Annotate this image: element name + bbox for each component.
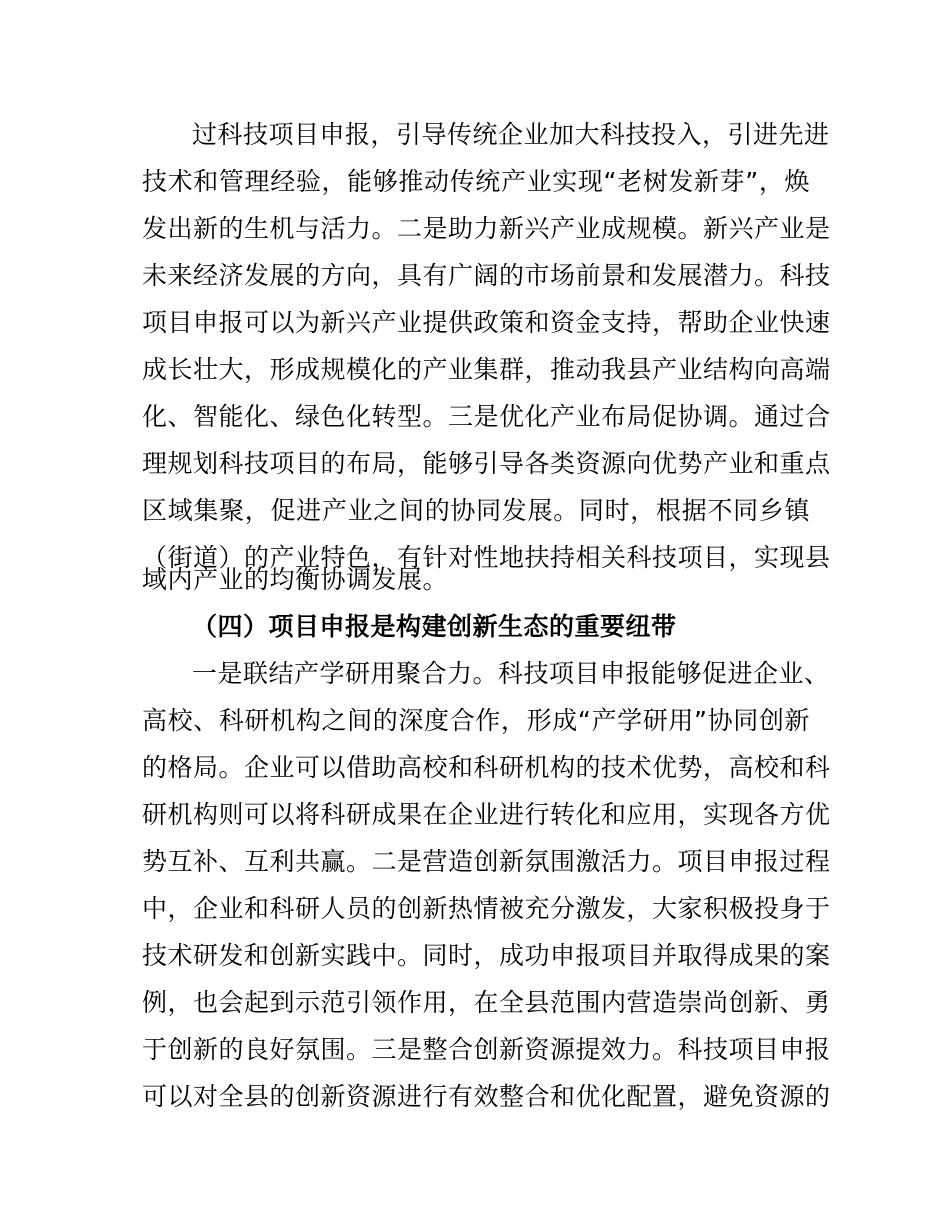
paragraph-line: 势互补、互利共赢。二是营造创新氛围激活力。项目申报过程 [142, 847, 831, 876]
paragraph-line: 高校、科研机构之间的深度合作，形成“产学研用”协同创新 [142, 706, 810, 735]
paragraph-line: 化、智能化、绿色化转型。三是优化产业布局促协调。通过合 [142, 402, 831, 431]
paragraph-line: 域内产业的均衡协调发展。 [142, 565, 449, 594]
paragraph-line: 可以对全县的创新资源进行有效整合和优化配置，避免资源的 [142, 1082, 831, 1111]
paragraph-line: 于创新的良好氛围。三是整合创新资源提效力。科技项目申报 [142, 1035, 831, 1064]
paragraph-line: 一是联结产学研用聚合力。科技项目申报能够促进企业、 [192, 659, 830, 688]
paragraph-line: 中，企业和科研人员的创新热情被充分激发，大家积极投身于 [142, 894, 831, 923]
paragraph-line: 技术研发和创新实践中。同时，成功申报项目并取得成果的案 [142, 941, 831, 970]
paragraph-line: 过科技项目申报，引导传统企业加大科技投入，引进先进 [192, 120, 830, 149]
paragraph-line: 的格局。企业可以借助高校和科研机构的技术优势，高校和科 [142, 753, 831, 782]
paragraph-line: 成长壮大，形成规模化的产业集群，推动我县产业结构向高端 [142, 355, 831, 384]
section-heading: （四）项目申报是构建创新生态的重要纽带 [192, 612, 677, 641]
paragraph-line: 例，也会起到示范引领作用，在全县范围内营造崇尚创新、勇 [142, 988, 831, 1017]
paragraph-line: 未来经济发展的方向，具有广阔的市场前景和发展潜力。科技 [142, 261, 831, 290]
paragraph-line: （街道）的产业特色，有针对性地扶持相关科技项目，实现县 [142, 543, 831, 572]
paragraph-line: 项目申报可以为新兴产业提供政策和资金支持，帮助企业快速 [142, 308, 831, 337]
paragraph-line: 发出新的生机与活力。二是助力新兴产业成规模。新兴产业是 [142, 214, 831, 243]
paragraph-line: 技术和管理经验，能够推动传统产业实现“老树发新芽”，焕 [142, 167, 810, 196]
paragraph-line: 研机构则可以将科研成果在企业进行转化和应用，实现各方优 [142, 800, 831, 829]
paragraph-line: 理规划科技项目的布局，能够引导各类资源向优势产业和重点 [142, 449, 831, 478]
paragraph-line: 区域集聚，促进产业之间的协同发展。同时，根据不同乡镇 [142, 496, 810, 525]
